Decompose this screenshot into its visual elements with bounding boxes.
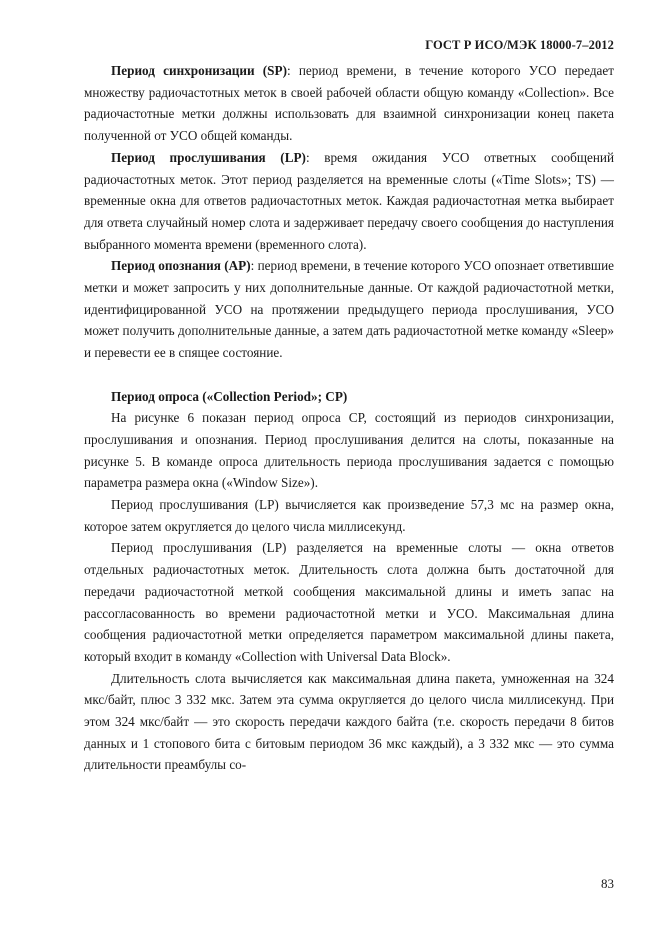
page-number: 83 [601,876,614,891]
section-paragraph: На рисунке 6 показан период опроса CP, состоящий из периодов синхронизации, прослушивания и опознания. Период прослушивания делится на слоты, показанные на рисунке 5. В команде опроса длительность периода прослушивания задается с помощью параметра размера окна («Window Size»). [84,410,614,491]
section-paragraph: Длительность слота вычисляется как максимальная длина пакета, умноженная на 324 мкс/байт, плюс 3 332 мкс. Затем эта сумма округляется до целого числа миллисекунд. При этом 324 мкс/байт — это скорость передачи каждого байта (т.е. скорость передачи 8 битов данных и 1 стопового бита с битовым периодом 36 мкс каждый), а 3 332 мкс — это сумма длительности преамбулы со- [84,670,614,773]
section-heading-collection-period: Период опроса («Collection Period»; CP) [111,388,348,404]
definition-ap: : период времени, в течение которого УСО опознает ответившие метки и может запросить у них дополнительные данные. От каждой радиочастотной метки, идентифицированной УСО на протяжении предыдущего периода прослушивания, УСО может получить дополнительные данные, а затем дать радиочастотной метке команду «Sleep» и перевести ее в спящее состояние. [84,258,614,361]
term-sp: Период синхронизации (SP) [111,63,287,78]
term-ap: Период опознания (AP) [111,258,251,274]
paragraph-ap [84,255,614,364]
paragraph-lp [84,147,614,256]
page-body [84,60,614,776]
term-lp: Период прослушивания (LP) [111,149,306,165]
section-paragraph: Период прослушивания (LP) разделяется на временные слоты — окна ответов отдельных радиочастотных меток. Длительность слота должна быть достаточной для передачи радиочастотной меткой сообщения максимальной длины и иметь запас на рассогласованность во времени радиочастотной метки и УСО. Максимальная длина сообщения радиочастотной метки определяется параметром максимальной длины пакета, который входит в команду «Collection with Universal Data Block». [84,540,614,664]
definition-lp: : время ожидания УСО ответных сообщений радиочастотных меток. Этот период разделяется на временные слоты («Time Slots»; TS) — временные окна для ответов радиочастотных меток. Каждая радиочастотная метка выбирает для ответа случайный номер слота и задерживает передачу своего сообщения до наступления выбранного момента времени (временного слота). [84,149,614,252]
definition-sp: : период времени, в течение которого УСО передает множеству радиочастотных меток в своей рабочей области общую команду «Collection». Все радиочастотные метки должны использовать для взаимной синхронизации конец пакета полученной от УСО общей команды. [84,63,614,144]
section-paragraph: Период прослушивания (LP) вычисляется как произведение 57,3 мс на размер окна, которое затем округляется до целого числа миллисекунд. [84,497,614,534]
page-header: ГОСТ Р ИСО/МЭК 18000-7–2012 [425,38,614,52]
paragraph-sp [84,60,614,147]
